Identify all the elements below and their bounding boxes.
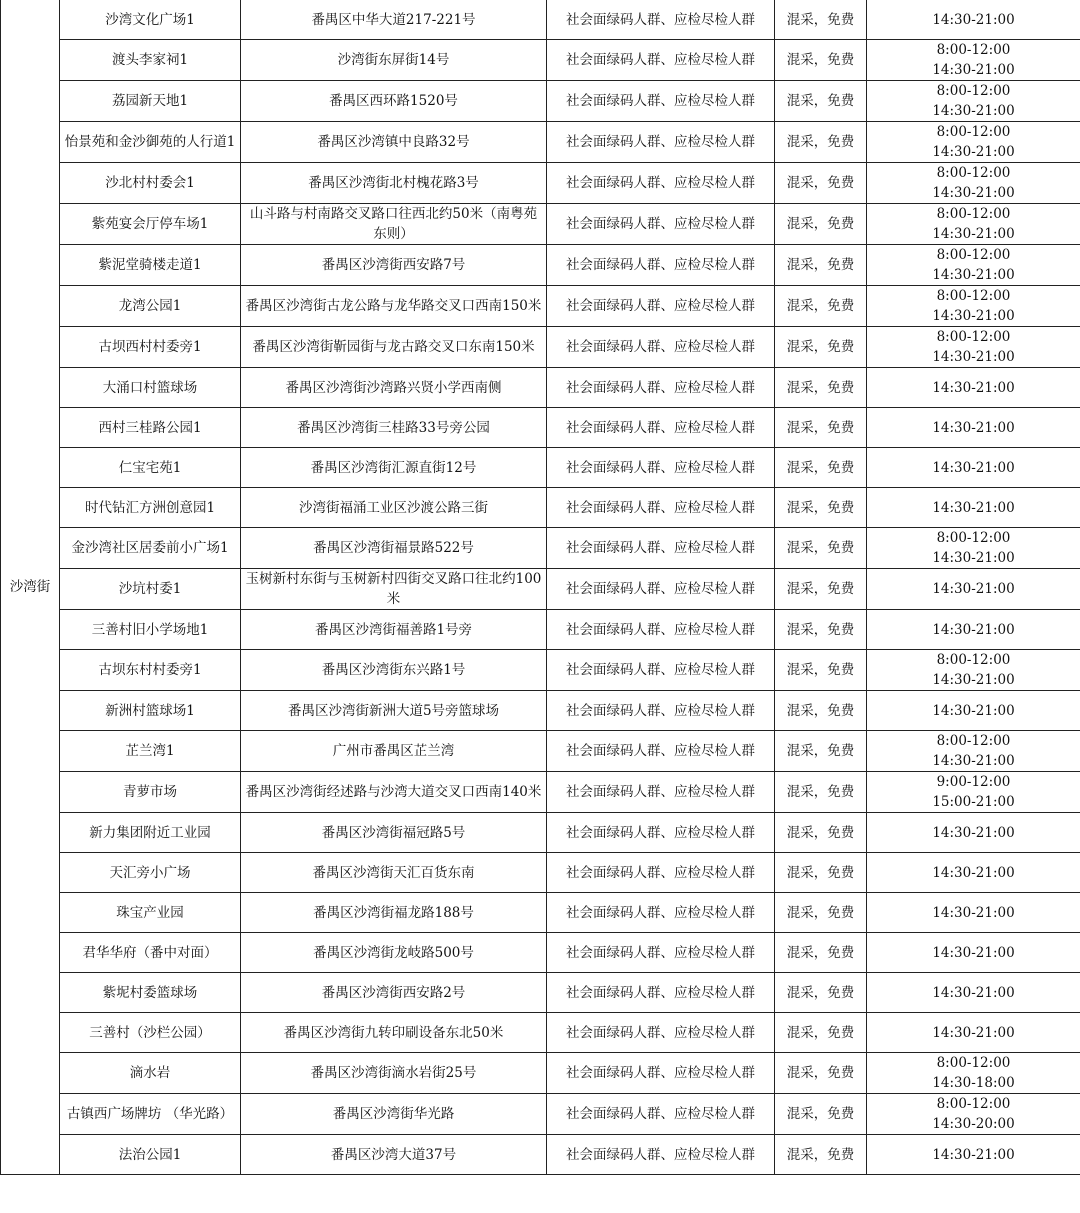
site-name-cell: 龙湾公园1 [60, 286, 241, 327]
site-name-cell: 仁宝宅苑1 [60, 448, 241, 488]
address-cell: 番禺区沙湾街经述路与沙湾大道交叉口西南140米 [241, 772, 547, 813]
service-hours-slot: 8:00-12:00 [936, 733, 1011, 749]
sampling-method-cell: 混采，免费 [775, 813, 867, 853]
address-cell: 番禺区沙湾街福冠路5号 [241, 813, 547, 853]
service-hours-cell [867, 245, 1080, 286]
address-cell: 番禺区沙湾大道37号 [241, 1135, 547, 1175]
service-hours-cell [867, 368, 1080, 408]
sampling-method-cell: 混采，免费 [775, 1053, 867, 1094]
site-name-cell: 珠宝产业园 [60, 893, 241, 933]
site-name-cell: 新洲村篮球场1 [60, 691, 241, 731]
service-hours-slot: 14:30-21:00 [932, 621, 1015, 638]
service-hours-slot: 8:00-12:00 [936, 124, 1011, 140]
service-hours-slot: 8:00-12:00 [936, 83, 1011, 99]
target-group-cell: 社会面绿码人群、应检尽检人群 [547, 691, 775, 731]
address-cell: 番禺区沙湾街古龙公路与龙华路交叉口西南150米 [241, 286, 547, 327]
address-cell: 番禺区沙湾街靳园街与龙古路交叉口东南150米 [241, 327, 547, 368]
service-hours-slot: 14:30-21:00 [932, 1146, 1015, 1163]
table-row [1, 286, 1080, 327]
table-row [1, 610, 1080, 650]
service-hours-cell [867, 933, 1080, 973]
table-row [1, 1053, 1080, 1094]
service-hours-slot: 14:30-21:00 [932, 499, 1015, 516]
target-group-cell: 社会面绿码人群、应检尽检人群 [547, 163, 775, 204]
service-hours-slot: 14:30-21:00 [932, 62, 1015, 78]
table-row [1, 0, 1080, 40]
service-hours-slot: 14:30-21:00 [932, 550, 1015, 566]
sampling-method-cell: 混采，免费 [775, 81, 867, 122]
address-cell: 沙湾街东屏街14号 [241, 40, 547, 81]
sampling-method-cell: 混采，免费 [775, 731, 867, 772]
site-name-cell: 天汇旁小广场 [60, 853, 241, 893]
sampling-method-cell: 混采，免费 [775, 448, 867, 488]
service-hours-cell [867, 408, 1080, 448]
target-group-cell: 社会面绿码人群、应检尽检人群 [547, 528, 775, 569]
table-row [1, 731, 1080, 772]
service-hours-cell [867, 163, 1080, 204]
sampling-method-cell: 混采，免费 [775, 933, 867, 973]
table-row [1, 569, 1080, 610]
table-row [1, 933, 1080, 973]
service-hours-slot: 14:30-21:00 [932, 984, 1015, 1001]
site-name-cell: 青萝市场 [60, 772, 241, 813]
site-name-cell: 西村三桂路公园1 [60, 408, 241, 448]
target-group-cell: 社会面绿码人群、应检尽检人群 [547, 327, 775, 368]
service-hours-cell [867, 488, 1080, 528]
site-name-cell: 荔园新天地1 [60, 81, 241, 122]
table-row [1, 691, 1080, 731]
target-group-cell: 社会面绿码人群、应检尽检人群 [547, 245, 775, 286]
service-hours-slot: 14:30-21:00 [932, 419, 1015, 436]
address-cell: 番禺区沙湾街华光路 [241, 1094, 547, 1135]
sampling-method-cell: 混采，免费 [775, 327, 867, 368]
site-name-cell: 新力集团附近工业园 [60, 813, 241, 853]
target-group-cell: 社会面绿码人群、应检尽检人群 [547, 973, 775, 1013]
table-row [1, 122, 1080, 163]
sampling-method-cell: 混采，免费 [775, 973, 867, 1013]
service-hours-cell [867, 731, 1080, 772]
table-row [1, 1135, 1080, 1175]
target-group-cell: 社会面绿码人群、应检尽检人群 [547, 81, 775, 122]
service-hours-cell [867, 286, 1080, 327]
sampling-method-cell: 混采，免费 [775, 772, 867, 813]
target-group-cell: 社会面绿码人群、应检尽检人群 [547, 650, 775, 691]
site-name-cell: 沙北村村委会1 [60, 163, 241, 204]
table-row [1, 853, 1080, 893]
service-hours-slot: 14:30-21:00 [932, 103, 1015, 119]
target-group-cell: 社会面绿码人群、应检尽检人群 [547, 286, 775, 327]
sampling-method-cell: 混采，免费 [775, 569, 867, 610]
table-row [1, 488, 1080, 528]
service-hours-slot: 8:00-12:00 [936, 329, 1011, 345]
sampling-method-cell: 混采，免费 [775, 853, 867, 893]
service-hours-slot: 8:00-12:00 [936, 530, 1011, 546]
service-hours-cell [867, 0, 1080, 40]
site-name-cell: 君华华府（番中对面） [60, 933, 241, 973]
site-name-cell: 三善村旧小学场地1 [60, 610, 241, 650]
service-hours-slot: 14:30-21:00 [932, 459, 1015, 476]
table-row [1, 448, 1080, 488]
sampling-method-cell: 混采，免费 [775, 163, 867, 204]
service-hours-slot: 9:00-12:00 [936, 774, 1011, 790]
address-cell: 番禺区沙湾街滴水岩街25号 [241, 1053, 547, 1094]
address-cell: 番禺区沙湾街福龙路188号 [241, 893, 547, 933]
target-group-cell: 社会面绿码人群、应检尽检人群 [547, 40, 775, 81]
table-body [1, 0, 1080, 1175]
service-hours-cell [867, 853, 1080, 893]
site-name-cell: 紫泥堂骑楼走道1 [60, 245, 241, 286]
service-hours-slot: 14:30-21:00 [932, 581, 1015, 597]
service-hours-slot: 14:30-21:00 [932, 864, 1015, 881]
table-row [1, 813, 1080, 853]
service-hours-cell [867, 1013, 1080, 1053]
service-hours-slot: 8:00-12:00 [936, 1055, 1011, 1071]
target-group-cell: 社会面绿码人群、应检尽检人群 [547, 731, 775, 772]
service-hours-cell [867, 691, 1080, 731]
sampling-method-cell: 混采，免费 [775, 488, 867, 528]
service-hours-slot: 15:00-21:00 [932, 794, 1015, 810]
table-row [1, 81, 1080, 122]
service-hours-slot: 8:00-12:00 [936, 206, 1011, 222]
site-name-cell: 古坝西村村委旁1 [60, 327, 241, 368]
target-group-cell: 社会面绿码人群、应检尽检人群 [547, 204, 775, 245]
target-group-cell: 社会面绿码人群、应检尽检人群 [547, 408, 775, 448]
table-row [1, 245, 1080, 286]
sampling-method-cell: 混采，免费 [775, 1094, 867, 1135]
address-cell: 番禺区沙湾街西安路7号 [241, 245, 547, 286]
site-name-cell: 古坝东村村委旁1 [60, 650, 241, 691]
address-cell: 番禺区沙湾街沙湾路兴贤小学西南侧 [241, 368, 547, 408]
service-hours-cell [867, 1094, 1080, 1135]
address-cell: 番禺区沙湾街福善路1号旁 [241, 610, 547, 650]
target-group-cell: 社会面绿码人群、应检尽检人群 [547, 122, 775, 163]
site-name-cell: 沙湾文化广场1 [60, 0, 241, 40]
site-name-cell: 芷兰湾1 [60, 731, 241, 772]
service-hours-cell [867, 448, 1080, 488]
service-hours-slot: 14:30-21:00 [932, 904, 1015, 921]
sampling-method-cell: 混采，免费 [775, 1135, 867, 1175]
target-group-cell: 社会面绿码人群、应检尽检人群 [547, 1013, 775, 1053]
service-hours-slot: 14:30-21:00 [932, 185, 1015, 201]
target-group-cell: 社会面绿码人群、应检尽检人群 [547, 368, 775, 408]
sampling-method-cell: 混采，免费 [775, 40, 867, 81]
sampling-method-cell: 混采，免费 [775, 691, 867, 731]
target-group-cell: 社会面绿码人群、应检尽检人群 [547, 1135, 775, 1175]
sampling-method-cell: 混采，免费 [775, 610, 867, 650]
service-hours-slot: 8:00-12:00 [936, 42, 1011, 58]
service-hours-slot: 8:00-12:00 [936, 288, 1011, 304]
table-row [1, 1013, 1080, 1053]
sampling-method-cell: 混采，免费 [775, 408, 867, 448]
site-name-cell: 沙坑村委1 [60, 569, 241, 610]
sampling-method-cell: 混采，免费 [775, 245, 867, 286]
target-group-cell: 社会面绿码人群、应检尽检人群 [547, 772, 775, 813]
site-name-cell: 大涌口村篮球场 [60, 368, 241, 408]
target-group-cell: 社会面绿码人群、应检尽检人群 [547, 853, 775, 893]
address-cell: 玉树新村东街与玉树新村四街交叉路口往北约100米 [241, 569, 547, 610]
address-cell: 番禺区沙湾街北村槐花路3号 [241, 163, 547, 204]
target-group-cell: 社会面绿码人群、应检尽检人群 [547, 488, 775, 528]
sampling-method-cell: 混采，免费 [775, 650, 867, 691]
service-hours-slot: 14:30-21:00 [932, 672, 1015, 688]
site-name-cell: 紫苑宴会厅停车场1 [60, 204, 241, 245]
service-hours-cell [867, 1053, 1080, 1094]
site-name-cell: 滴水岩 [60, 1053, 241, 1094]
service-hours-cell [867, 569, 1080, 610]
service-hours-cell [867, 204, 1080, 245]
table-row [1, 204, 1080, 245]
table-row [1, 772, 1080, 813]
service-hours-slot: 14:30-21:00 [932, 11, 1015, 28]
address-cell: 广州市番禺区芷兰湾 [241, 731, 547, 772]
service-hours-cell [867, 772, 1080, 813]
site-name-cell: 古镇西广场牌坊 （华光路） [60, 1094, 241, 1135]
service-hours-slot: 14:30-21:00 [932, 144, 1015, 160]
address-cell: 番禺区沙湾街三桂路33号旁公园 [241, 408, 547, 448]
address-cell: 山斗路与村南路交叉路口往西北约50米（南粤苑东则） [241, 204, 547, 245]
service-hours-slot: 14:30-21:00 [932, 944, 1015, 961]
table-row [1, 1094, 1080, 1135]
target-group-cell: 社会面绿码人群、应检尽检人群 [547, 448, 775, 488]
address-cell: 番禺区沙湾街龙岐路500号 [241, 933, 547, 973]
service-hours-slot: 14:30-21:00 [932, 349, 1015, 365]
service-hours-cell [867, 813, 1080, 853]
sampling-method-cell: 混采，免费 [775, 286, 867, 327]
target-group-cell: 社会面绿码人群、应检尽检人群 [547, 813, 775, 853]
table-row [1, 327, 1080, 368]
address-cell: 番禺区沙湾街天汇百货东南 [241, 853, 547, 893]
sampling-method-cell: 混采，免费 [775, 122, 867, 163]
service-hours-slot: 14:30-21:00 [932, 1024, 1015, 1041]
street-name-cell: 沙湾街 [1, 0, 60, 1175]
sampling-method-cell: 混采，免费 [775, 204, 867, 245]
site-name-cell: 紫坭村委篮球场 [60, 973, 241, 1013]
address-cell: 番禺区沙湾街福景路522号 [241, 528, 547, 569]
address-cell: 番禺区沙湾街东兴路1号 [241, 650, 547, 691]
service-hours-cell [867, 528, 1080, 569]
table-row [1, 40, 1080, 81]
address-cell: 番禺区沙湾街汇源直街12号 [241, 448, 547, 488]
site-name-cell: 时代钻汇方洲创意园1 [60, 488, 241, 528]
service-hours-slot: 14:30-21:00 [932, 226, 1015, 242]
service-hours-cell [867, 327, 1080, 368]
address-cell: 番禺区中华大道217-221号 [241, 0, 547, 40]
service-hours-slot: 14:30-21:00 [932, 753, 1015, 769]
target-group-cell: 社会面绿码人群、应检尽检人群 [547, 610, 775, 650]
service-hours-slot: 14:30-21:00 [932, 702, 1015, 719]
service-hours-cell [867, 1135, 1080, 1175]
service-hours-cell [867, 610, 1080, 650]
address-cell: 番禺区沙湾街新洲大道5号旁篮球场 [241, 691, 547, 731]
service-hours-slot: 14:30-21:00 [932, 379, 1015, 396]
service-hours-slot: 14:30-18:00 [932, 1075, 1015, 1091]
table-row [1, 408, 1080, 448]
target-group-cell: 社会面绿码人群、应检尽检人群 [547, 893, 775, 933]
target-group-cell: 社会面绿码人群、应检尽检人群 [547, 933, 775, 973]
service-hours-slot: 14:30-21:00 [932, 308, 1015, 324]
site-name-cell: 三善村（沙栏公园） [60, 1013, 241, 1053]
table-row [1, 368, 1080, 408]
address-cell: 番禺区沙湾街九转印刷设备东北50米 [241, 1013, 547, 1053]
site-name-cell: 怡景苑和金沙御苑的人行道1 [60, 122, 241, 163]
service-hours-slot: 8:00-12:00 [936, 247, 1011, 263]
site-name-cell: 渡头李家祠1 [60, 40, 241, 81]
sampling-method-cell: 混采，免费 [775, 893, 867, 933]
sampling-method-cell: 混采，免费 [775, 368, 867, 408]
service-hours-slot: 14:30-20:00 [932, 1116, 1015, 1132]
target-group-cell: 社会面绿码人群、应检尽检人群 [547, 1094, 775, 1135]
site-name-cell: 法治公园1 [60, 1135, 241, 1175]
service-hours-cell [867, 893, 1080, 933]
table-row [1, 528, 1080, 569]
site-name-cell: 金沙湾社区居委前小广场1 [60, 528, 241, 569]
service-hours-cell [867, 122, 1080, 163]
service-hours-slot: 8:00-12:00 [936, 652, 1011, 668]
address-cell: 番禺区沙湾街西安路2号 [241, 973, 547, 1013]
service-hours-cell [867, 650, 1080, 691]
address-cell: 沙湾街福涌工业区沙渡公路三街 [241, 488, 547, 528]
target-group-cell: 社会面绿码人群、应检尽检人群 [547, 0, 775, 40]
service-hours-cell [867, 40, 1080, 81]
table-row [1, 650, 1080, 691]
table-row [1, 163, 1080, 204]
service-hours-cell [867, 973, 1080, 1013]
service-hours-slot: 8:00-12:00 [936, 165, 1011, 181]
service-hours-slot: 14:30-21:00 [932, 824, 1015, 841]
address-cell: 番禺区西环路1520号 [241, 81, 547, 122]
service-hours-slot: 8:00-12:00 [936, 1096, 1011, 1112]
table-row [1, 893, 1080, 933]
sampling-method-cell: 混采，免费 [775, 0, 867, 40]
address-cell: 番禺区沙湾镇中良路32号 [241, 122, 547, 163]
target-group-cell: 社会面绿码人群、应检尽检人群 [547, 1053, 775, 1094]
service-hours-slot: 14:30-21:00 [932, 267, 1015, 283]
sampling-method-cell: 混采，免费 [775, 1013, 867, 1053]
table-row [1, 973, 1080, 1013]
service-hours-cell [867, 81, 1080, 122]
sampling-method-cell: 混采，免费 [775, 528, 867, 569]
target-group-cell: 社会面绿码人群、应检尽检人群 [547, 569, 775, 610]
